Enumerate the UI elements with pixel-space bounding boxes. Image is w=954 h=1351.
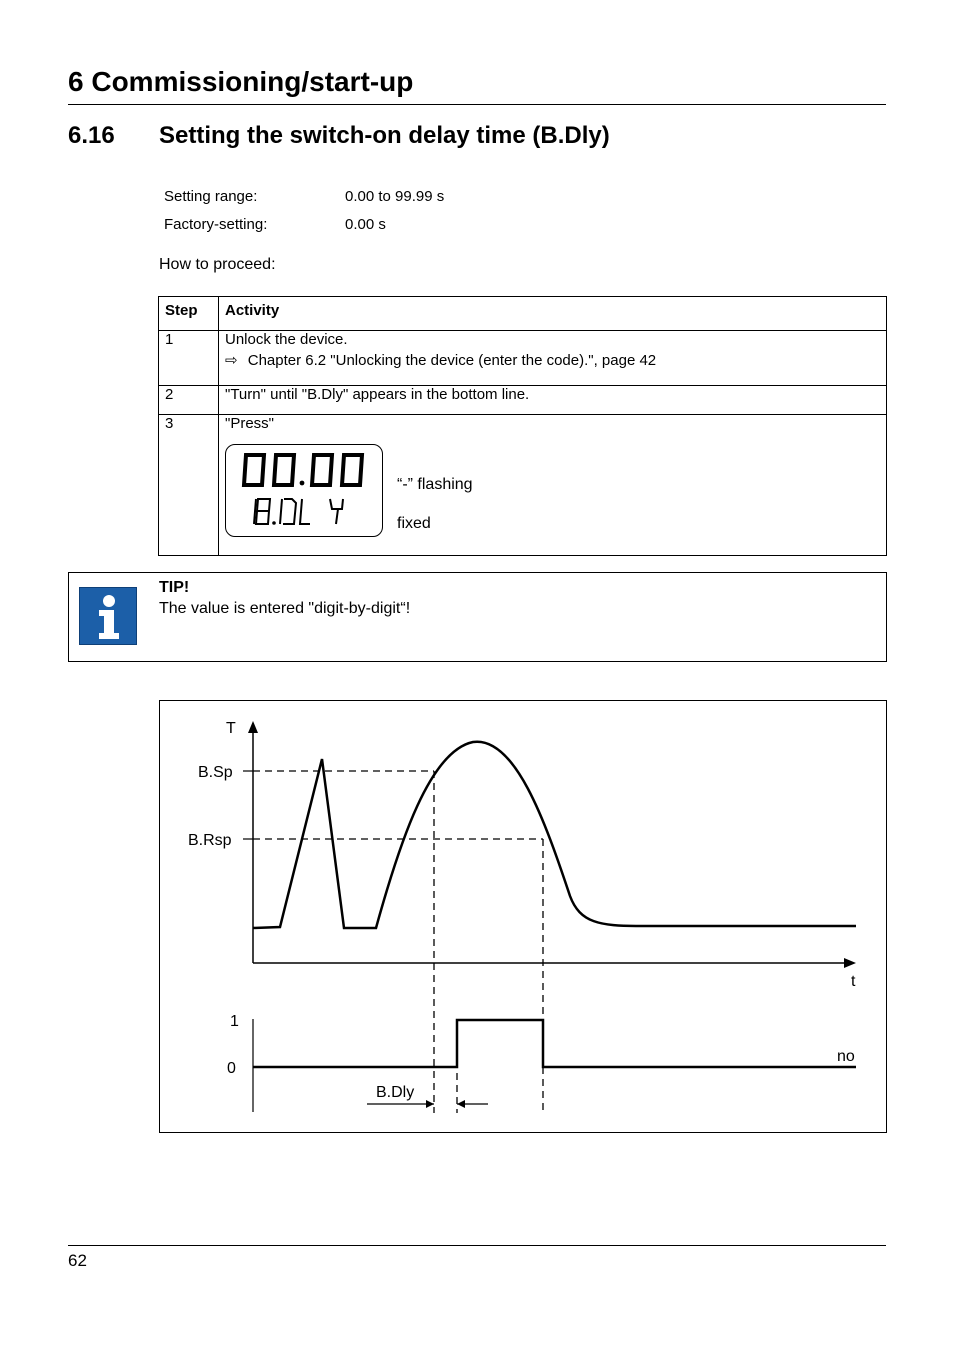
label-output: no [837, 1048, 855, 1065]
step-number: 2 [159, 386, 219, 415]
timing-diagram [159, 700, 887, 1133]
output-signal [253, 1020, 856, 1067]
reference-link[interactable]: Chapter 6.2 "Unlocking the device (enter the code).", page 42 [247, 352, 657, 369]
temperature-curve [253, 742, 856, 928]
chapter-reference[interactable] [225, 348, 880, 374]
arrow-right-icon: ⇨ [225, 352, 238, 369]
footer-rule [68, 1245, 886, 1246]
label-setpoint: B.Sp [198, 764, 233, 781]
steps-table [158, 296, 887, 556]
note-fixed: fixed [397, 515, 431, 532]
label-reset-setpoint: B.Rsp [188, 832, 232, 849]
label-y-axis: T [226, 720, 236, 737]
lcd-decimal-point [300, 481, 305, 486]
label-x-axis: t [851, 973, 856, 990]
table-header-row [159, 297, 887, 331]
header-rule [68, 104, 886, 105]
lcd-bottom-chars [254, 499, 343, 524]
table-row [159, 331, 887, 386]
activity-cell [219, 331, 887, 386]
note-flashing: “-” flashing [397, 476, 473, 493]
param-label-range: Setting range: [164, 188, 258, 205]
dly-arrow-left-icon [457, 1100, 465, 1108]
label-delay: B.Dly [376, 1084, 415, 1101]
table-row [159, 386, 887, 415]
tip-title: TIP! [159, 579, 190, 596]
activity-cell [219, 415, 887, 556]
step-number: 3 [159, 415, 219, 556]
param-value-range: 0.00 to 99.99 s [345, 188, 445, 205]
lcd-display [225, 444, 383, 537]
header-activity: Activity [219, 297, 887, 331]
x-axis-arrow [844, 958, 856, 968]
table-row [159, 415, 887, 556]
step-number: 1 [159, 331, 219, 386]
section-title: Setting the switch-on delay time (B.Dly) [159, 122, 610, 149]
proceed-text: How to proceed: [159, 256, 276, 273]
y-axis-arrow [248, 721, 258, 733]
header-step: Step [159, 297, 219, 331]
tip-box [68, 572, 887, 662]
label-low: 0 [227, 1060, 236, 1077]
tip-text: The value is entered "digit-by-digit“! [159, 600, 411, 617]
param-value-factory: 0.00 s [345, 216, 386, 233]
activity-text: "Turn" until "B.Dly" appears in the bottom line. [219, 386, 887, 415]
info-icon [79, 587, 137, 645]
dly-arrow-right-icon [426, 1100, 434, 1108]
lcd-top-digits [244, 455, 362, 485]
activity-text: "Press" [225, 415, 274, 432]
label-high: 1 [230, 1013, 239, 1030]
section-number: 6.16 [68, 122, 115, 149]
chapter-title: 6 Commissioning/start-up [68, 66, 414, 97]
page-number: 62 [68, 1251, 87, 1270]
activity-text: Unlock the device. [225, 331, 348, 348]
param-label-factory: Factory-setting: [164, 216, 268, 233]
